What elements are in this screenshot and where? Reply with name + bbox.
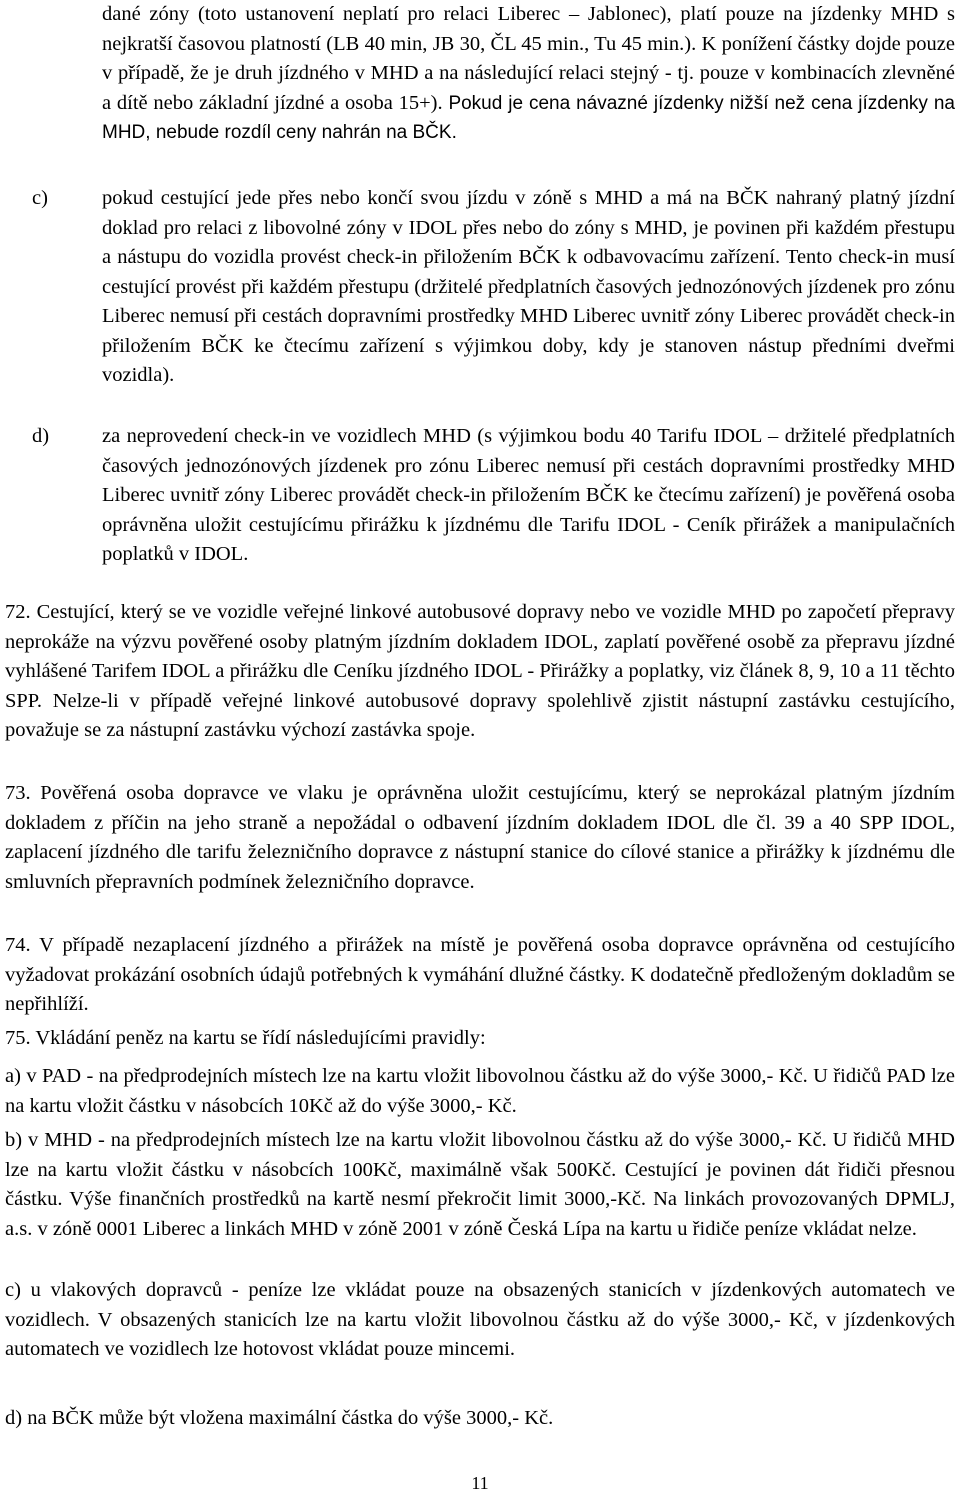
continuation-block bbox=[102, 0, 955, 148]
paragraph-75d: d) na BČK může být vložena maximální částka do výše 3000,- Kč. bbox=[5, 1407, 554, 1429]
page-number: 11 bbox=[471, 1473, 489, 1493]
paragraph-72: 72. Cestující, který se ve vozidle veřejné linkové autobusové dopravy nebo ve vozidle MHD po započetí přepravy neprokáže na výzvu pověřené osoby platným jízdním dokladem IDOL, zaplatí pověřené osobě za přepravu jízdné vyhlášené Tarifem IDOL a přirážku dle Ceníku jízdného IDOL - Přirážky a poplatky, viz článek 8, 9, 10 a 11 těchto SPP. Nelze-li v případě veřejné linkové autobusové dopravy spolehlivě zjistit nástupní zastávku cestujícího, považuje se za nástupní zastávku výchozí zastávka spoje. bbox=[5, 601, 955, 741]
paragraph-75b: b) v MHD - na předprodejních místech lze na kartu vložit libovolnou částku až do výše 3000,- Kč. U řidičů MHD lze na kartu vložit částku v násobcích 100Kč, maximálně však 500Kč. Cestující je povinen dát řidiči přesnou částku. Výše finančních prostředků na kartě nesmí překročit limit 3000,-Kč. Na linkách provozovaných DPMLJ, a.s. v zóně 0001 Liberec a linkách MHD v zóně 2001 v zóně Česká Lípa na kartu u řidiče peníze vkládat nelze. bbox=[5, 1129, 955, 1240]
continuation-text-sans: Pokud je cena návazné jízdenky nižší než cena jízdenky na MHD, nebude rozdíl ceny nahrán na BČK. bbox=[102, 92, 956, 143]
item-c-marker: c) bbox=[32, 187, 48, 209]
item-c-text: pokud cestující jede přes nebo končí svou jízdu v zóně s MHD a má na BČK nahraný platný jízdní doklad pro relaci z libovolné zóny v IDOL přes nebo do zóny s MHD, je povinen při každém přestupu a nástupu do vozidla provést check-in přiložením BČK k odbavovacímu zařízení. Tento check-in musí cestující provést při každém přestupu (držitelé předplatních časových jednozónových jízdenek pro zónu Liberec nemusí při cestách dopravními prostředky MHD Liberec uvnitř zóny Liberec provádět check-in přiložením BČK ke čtecímu zařízení s výjimkou doby, kdy je stanoven nástup předními dveřmi vozidla). bbox=[102, 187, 955, 386]
continuation-text: dané zóny (toto ustanovení neplatí pro relaci Liberec – Jablonec), platí pouze na jízdenky MHD s nejkratší časovou platností (LB 40 min, JB 30, ČL 45 min., Tu 45 min.). K ponížení částky dojde pouze v případě, že je druh jízdného v MHD a na následující relaci stejný - tj. pouze v kombinacích zlevněné a dítě nebo základní jízdné a osoba 15+). bbox=[102, 3, 955, 114]
paragraph-75c: c) u vlakových dopravců - peníze lze vkládat pouze na obsazených stanicích v jízdenkových automatech ve vozidlech. V obsazených stanicích lze na kartu vložit libovolnou částku až do výše 3000,- Kč, v jízdenkových automatech ve vozidlech lze hotovost vkládat pouze mincemi. bbox=[5, 1279, 955, 1360]
item-d-marker: d) bbox=[32, 425, 50, 447]
paragraph-75: 75. Vkládání peněz na kartu se řídí následujícími pravidly: bbox=[5, 1027, 486, 1049]
paragraph-75a: a) v PAD - na předprodejních místech lze na kartu vložit libovolnou částku až do výše 3000,- Kč. U řidičů PAD lze na kartu vložit částku v násobcích 10Kč až do výše 3000,- Kč. bbox=[5, 1065, 955, 1117]
paragraph-73: 73. Pověřená osoba dopravce ve vlaku je oprávněna uložit cestujícímu, který se neprokázal platným jízdním dokladem z příčin na jeho straně a nepožádal o odbavení jízdním dokladem IDOL dle čl. 39 a 40 SPP IDOL, zaplacení jízdného dle tarifu železničního dopravce z nástupní stanice do cílové stanice a přirážky k jízdnému dle smluvních přepravních podmínek železničního dopravce. bbox=[5, 782, 955, 893]
item-d-text: za neprovedení check-in ve vozidlech MHD (s výjimkou bodu 40 Tarifu IDOL – držitelé předplatních časových jednozónových jízdenek pro zónu Liberec nemusí při cestách dopravními prostředky MHD Liberec uvnitř zóny Liberec provádět check-in přiložením BČK ke čtecímu zařízení) je pověřená osoba oprávněna uložit cestujícímu přirážku k jízdnému dle Tarifu IDOL - Ceník přirážek a manipulačních poplatků v IDOL. bbox=[102, 425, 955, 565]
paragraph-74: 74. V případě nezaplacení jízdného a přirážek na místě je pověřená osoba dopravce oprávněna od cestujícího vyžadovat prokázání osobních údajů potřebných k vymáhání dlužné částky. K dodatečně předloženým dokladům se nepřihlíží. bbox=[5, 934, 955, 1015]
